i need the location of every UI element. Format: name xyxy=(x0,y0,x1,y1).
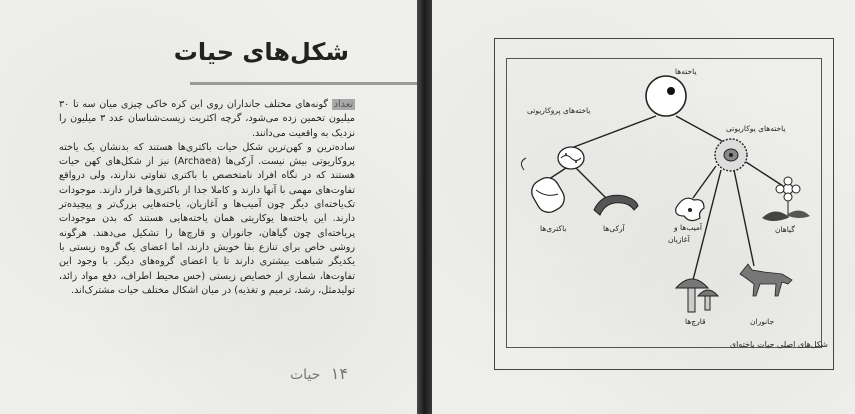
page-title: شکل‌های حیات xyxy=(173,38,349,66)
label-archaea: آرکی‌ها xyxy=(603,224,625,233)
branch-euk-amoeba xyxy=(693,166,716,198)
tree-of-life-diagram xyxy=(506,58,820,346)
label-cells: یاخته‌ها xyxy=(675,67,697,76)
figure-caption: شکل‌های اصلی حیات یاخته‌ای xyxy=(729,340,828,349)
branch-root-prokaryote xyxy=(566,116,656,150)
branch-euk-plants xyxy=(746,162,783,186)
bacteria-icon xyxy=(521,158,568,217)
paragraph-1-text: گونه‌های مختلف جانداران روی این کره خاکی چیزی میان سه تا ۳۰ میلیون تخمین زده می‌شود، گرچه اکثریت زیست‌شناسان عدد ۳ میلیون را نزدیک به واقعیت می‌دانند. xyxy=(59,99,355,139)
label-eukaryote: یاخته‌های یوکاریوتی xyxy=(726,124,786,133)
flower-icon xyxy=(762,177,810,221)
body-text xyxy=(59,98,355,298)
page-number: ۱۴ xyxy=(330,364,348,383)
branch-euk-animals xyxy=(734,170,754,266)
label-prokaryote: یاخته‌های پروکاریوتی xyxy=(527,106,591,115)
paragraph-1 xyxy=(59,98,355,141)
eukaryote-cell-icon xyxy=(715,139,747,171)
lead-word: تعداد xyxy=(333,99,353,110)
prokaryote-cell-icon xyxy=(558,147,584,169)
running-footer: حیات xyxy=(290,367,321,383)
cell-icon xyxy=(646,76,686,116)
left-page xyxy=(0,0,417,414)
folio xyxy=(290,364,348,383)
label-animals: جانوران xyxy=(750,317,775,326)
title-rule xyxy=(190,82,417,85)
archaea-icon xyxy=(594,195,638,215)
paragraph-2: ساده‌ترین و کهن‌ترین شکل حیات باکتری‌ها هستند که بدنشان یک یاخته پروکاریوتی بیش نیست. آرکی‌ها (Archaea) نیز از شکل‌های کهن حیات هستند که در نگاه افراد نامتخصص با باکتری تفاوتی ندارند، ولی درواقع تفاوت‌های مهمی با آنها دارند و کاملا جدا از باکتری‌ها قرار دارند. موجودات تک‌یاخته‌ای دیگر چون آمیب‌ها و آغازیان، یاخته‌هایی بزرگ‌تر و پیچیده‌تر دارند. این یاخته‌ها یوکاریتی همان یاخته‌هایی هستند که بدن موجودات پریاخته‌ای چون گیاهان، جانوران و قارچ‌ها را تشکیل می‌دهند. هرگونه روشی خاص برای تنازع بقا خویش دارند، اما اعضای یک گروه زیستی با یکدیگر شباهت بیشتری دارند تا با اعضای گروه‌های دیگر. با وجود این تفاوت‌ها، شماری از خصایص زیستی (حس محیط اطراف، دفع مواد زائد، تولیدمثل، رشد، ترمیم و تغذیه) در میان اشکال مختلف حیات مشترک‌اند. xyxy=(59,141,355,296)
label-amoeba: آمیب‌ها و xyxy=(674,223,702,232)
mushroom-icon xyxy=(676,279,718,312)
label-protists: آغازیان xyxy=(668,235,690,244)
amoeba-icon xyxy=(676,198,704,220)
branch-prok-archaea xyxy=(576,168,609,201)
label-bacteria: باکتری‌ها xyxy=(540,224,567,233)
fox-icon xyxy=(740,264,792,296)
label-plants: گیاهان xyxy=(775,225,795,234)
book-gutter xyxy=(417,0,432,414)
label-fungi: قارچ‌ها xyxy=(685,317,706,326)
